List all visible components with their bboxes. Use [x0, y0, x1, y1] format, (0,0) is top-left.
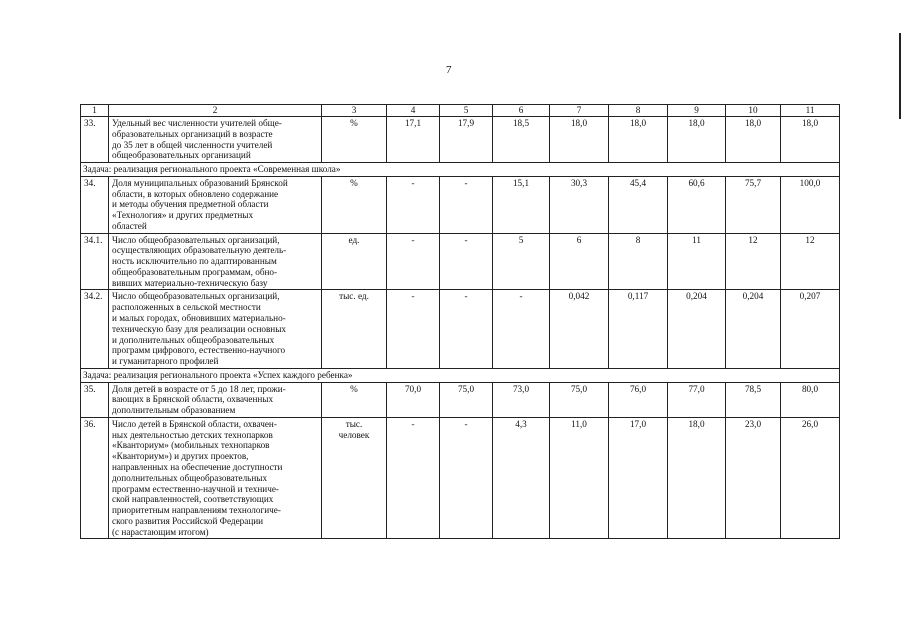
indicator-value: 100,0: [781, 176, 840, 233]
description-line: дополнительным образованием: [112, 405, 236, 416]
indicator-value: -: [493, 290, 550, 368]
indicator-description: [109, 290, 322, 368]
indicator-value: 80,0: [781, 382, 840, 417]
description-line: Удельный вес численности учителей обще-: [112, 118, 282, 128]
indicator-value: 0,204: [726, 290, 781, 368]
indicator-value: 18,0: [668, 417, 726, 538]
indicator-value: -: [440, 176, 493, 233]
indicator-value: 45,4: [609, 176, 668, 233]
indicator-number: 35.: [81, 382, 109, 417]
indicator-row: [81, 382, 840, 417]
indicator-value: 6: [550, 233, 609, 290]
description-line: и дополнительных общеобразовательных: [112, 334, 275, 345]
description-line: дополнительных общеобразовательных: [112, 472, 268, 483]
column-number-cell: 11: [781, 105, 840, 117]
indicator-value: 0,204: [668, 290, 726, 368]
unit-line: ед.: [348, 234, 360, 245]
indicator-row: [81, 290, 840, 368]
description-line: программ естественно-научной и техниче-: [112, 483, 279, 494]
indicator-row: [81, 176, 840, 233]
description-line: до 35 лет в общей численности учителей: [112, 139, 273, 150]
description-line: Число общеобразовательных организаций,: [112, 291, 280, 302]
indicator-value: 18,0: [609, 117, 668, 163]
indicator-value: 8: [609, 233, 668, 290]
description-line: образовательных организаций в возрасте: [112, 128, 273, 139]
description-line: направленных на обеспечение доступности: [112, 461, 283, 472]
indicator-number: 34.2.: [81, 290, 109, 368]
column-number-cell: 7: [550, 105, 609, 117]
indicator-description: [109, 176, 322, 233]
description-line: ность исключительно по адаптированным: [112, 256, 277, 267]
description-line: общеобразовательных организаций: [112, 150, 251, 161]
description-line: (с нарастающим итогом): [112, 526, 209, 537]
indicator-value: -: [387, 233, 440, 290]
table-body: [81, 105, 840, 539]
unit-line: %: [350, 177, 358, 188]
description-line: вающих в Брянской области, охваченных: [112, 394, 274, 405]
description-line: и гуманитарного профилей: [112, 356, 219, 367]
indicator-description: [109, 382, 322, 417]
indicator-value: 12: [781, 233, 840, 290]
indicator-row: [81, 117, 840, 163]
column-number-cell: 5: [440, 105, 493, 117]
column-number-cell: 9: [668, 105, 726, 117]
description-line: ской направленностей, соответствующих: [112, 494, 274, 505]
indicator-value: -: [440, 233, 493, 290]
indicator-value: -: [387, 176, 440, 233]
indicator-unit: [322, 382, 387, 417]
indicator-value: 18,0: [726, 117, 781, 163]
unit-line: %: [350, 118, 358, 128]
indicator-number: 36.: [81, 417, 109, 538]
indicator-value: 4,3: [493, 417, 550, 538]
indicator-value: 12: [726, 233, 781, 290]
indicator-value: 11,0: [550, 417, 609, 538]
page-number: 7: [446, 64, 452, 76]
column-number-cell: 1: [81, 105, 109, 117]
indicator-value: 5: [493, 233, 550, 290]
indicator-value: 73,0: [493, 382, 550, 417]
indicator-value: 17,0: [609, 417, 668, 538]
indicator-value: 75,7: [726, 176, 781, 233]
description-line: и методы обучения предметной области: [112, 199, 269, 210]
indicator-description: [109, 233, 322, 290]
description-line: осуществляющих образовательную деятель-: [112, 245, 287, 256]
unit-line: человек: [338, 429, 370, 440]
indicator-value: 30,3: [550, 176, 609, 233]
column-number-cell: 4: [387, 105, 440, 117]
indicator-value: -: [387, 290, 440, 368]
indicator-description: [109, 117, 322, 163]
description-line: программ цифрового, естественно-научного: [112, 345, 286, 356]
indicator-description: [109, 417, 322, 538]
task-heading-row: [81, 163, 840, 177]
indicator-number: 34.1.: [81, 233, 109, 290]
unit-line: тыс. ед.: [339, 291, 369, 302]
description-line: «Кванториум») и других проектов,: [112, 451, 249, 462]
description-line: «Кванториум» (мобильных технопарков: [112, 440, 270, 451]
indicator-unit: [322, 417, 387, 538]
task-heading: Задача: реализация регионального проекта «Современная школа»: [81, 163, 840, 177]
scan-edge-mark: [899, 33, 901, 119]
column-number-cell: 2: [109, 105, 322, 117]
description-line: Доля детей в возрасте от 5 до 18 лет, прожи-: [112, 383, 286, 394]
indicator-value: -: [440, 290, 493, 368]
indicator-number: 33.: [81, 117, 109, 163]
indicator-value: 0,042: [550, 290, 609, 368]
description-line: областей: [112, 220, 147, 231]
description-line: техническую базу для реализации основных: [112, 323, 286, 334]
description-line: Число общеобразовательных организаций,: [112, 234, 280, 245]
description-line: расположенных в сельской местности: [112, 302, 261, 313]
indicator-value: 18,0: [550, 117, 609, 163]
indicator-value: 17,9: [440, 117, 493, 163]
unit-line: %: [350, 383, 358, 394]
column-number-cell: 3: [322, 105, 387, 117]
description-line: общеобразовательным программам, обно-: [112, 266, 278, 277]
column-number-cell: 10: [726, 105, 781, 117]
indicator-value: 15,1: [493, 176, 550, 233]
description-line: вивших материально-техническую базу: [112, 277, 268, 288]
indicator-unit: [322, 176, 387, 233]
indicators-table: [80, 104, 840, 539]
task-heading-row: [81, 368, 840, 382]
column-number-row: [81, 105, 840, 117]
column-number-cell: 6: [493, 105, 550, 117]
indicator-value: 78,5: [726, 382, 781, 417]
indicator-value: 26,0: [781, 417, 840, 538]
indicator-value: 77,0: [668, 382, 726, 417]
indicator-value: 75,0: [440, 382, 493, 417]
unit-line: тыс.: [345, 418, 363, 429]
description-line: Доля муниципальных образований Брянской: [112, 177, 288, 188]
indicator-value: 60,6: [668, 176, 726, 233]
column-number-cell: 8: [609, 105, 668, 117]
indicator-value: 18,0: [668, 117, 726, 163]
indicator-value: -: [440, 417, 493, 538]
description-line: ского развития Российской Федерации: [112, 515, 264, 526]
indicator-value: 17,1: [387, 117, 440, 163]
indicator-value: 70,0: [387, 382, 440, 417]
indicator-unit: [322, 290, 387, 368]
indicator-row: [81, 417, 840, 538]
indicator-value: 18,0: [781, 117, 840, 163]
indicator-value: 18,5: [493, 117, 550, 163]
description-line: области, в которых обновлено содержание: [112, 188, 279, 199]
task-heading: Задача: реализация регионального проекта «Успех каждого ребенка»: [81, 368, 840, 382]
description-line: приоритетным направлениям технологиче-: [112, 505, 281, 516]
description-line: «Технология» и других предметных: [112, 210, 254, 221]
indicator-value: 0,117: [609, 290, 668, 368]
description-line: и малых городах, обновивших материально-: [112, 313, 286, 324]
description-line: Число детей в Брянской области, охвачен-: [112, 418, 277, 429]
indicator-unit: [322, 117, 387, 163]
indicator-value: 75,0: [550, 382, 609, 417]
description-line: ных деятельностью детских технопарков: [112, 429, 273, 440]
indicator-value: 23,0: [726, 417, 781, 538]
indicator-value: 0,207: [781, 290, 840, 368]
indicator-row: [81, 233, 840, 290]
indicator-unit: [322, 233, 387, 290]
indicator-value: 11: [668, 233, 726, 290]
indicator-number: 34.: [81, 176, 109, 233]
indicator-value: -: [387, 417, 440, 538]
indicator-value: 76,0: [609, 382, 668, 417]
